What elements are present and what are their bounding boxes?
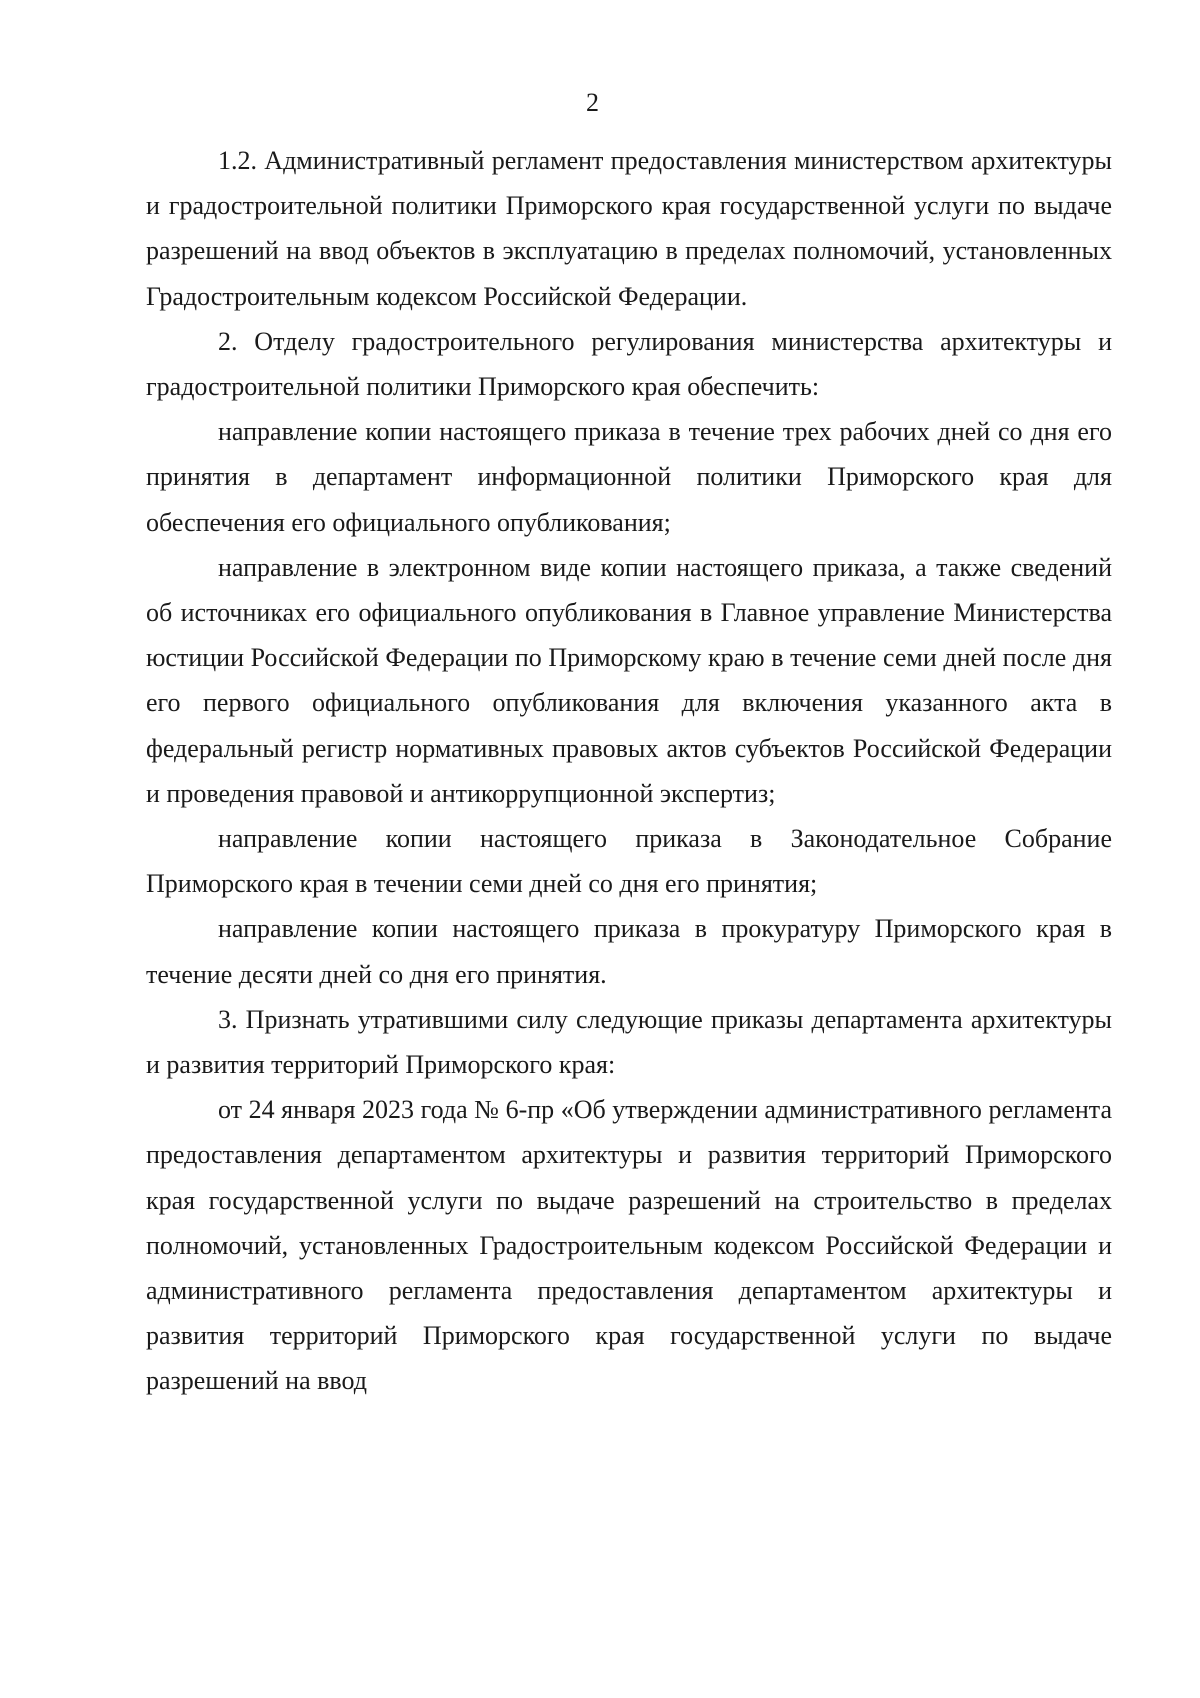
paragraph-2-department-duties: 2. Отделу градостроительного регулирования министерства архитектуры и градостроительной политики Приморского края обеспечить:: [146, 326, 1112, 402]
paragraph-3-repeal-orders: 3. Признать утратившими силу следующие приказы департамента архитектуры и развития территорий Приморского края:: [146, 1004, 1112, 1080]
page-number: 2: [586, 88, 599, 117]
paragraph-send-copy-prosecutor: направление копии настоящего приказа в прокуратуру Приморского края в течение десяти дней со дня его принятия.: [146, 914, 1112, 989]
paragraph-order-6-pr: от 24 января 2023 года № 6-пр «Об утверждении административного регламента предоставления департаментом архитектуры и развития территорий Приморского края государственной услуги по выдаче разрешений на строительство в пределах полномочий, установленных Градостроительным кодексом Российской Федерации и административного регламента предоставления департаментом архитектуры и развития территорий Приморского края государственной услуги по выдаче разрешений на ввод: [146, 1095, 1112, 1396]
paragraph-send-copy-legislative-assembly: направление копии настоящего приказа в Законодательное Собрание Приморского края в течении семи дней со дня его принятия;: [146, 824, 1112, 899]
paragraph-send-copy-justice-ministry: направление в электронном виде копии настоящего приказа, а также сведений об источниках его официального опубликования в Главное управление Министерства юстиции Российской Федерации по Приморскому краю в течение семи дней после дня его первого официального опубликования для включения указанного акта в федеральный регистр нормативных правовых актов субъектов Российской Федерации и проведения правовой и антикоррупционной экспертиз;: [146, 552, 1112, 808]
paragraph-send-copy-info-policy: направление копии настоящего приказа в течение трех рабочих дней со дня его принятия в департамент информационной политики Приморского края для обеспечения его официального опубликования;: [146, 417, 1112, 537]
paragraph-1-2-regulation: 1.2. Административный регламент предоставления министерством архитектуры и градостроительной политики Приморского края государственной услуги по выдаче разрешений на ввод объектов в эксплуатацию в пределах полномочий, установленных Градостроительным кодексом Российской Федерации.: [146, 146, 1112, 311]
document-body: [146, 138, 1112, 1404]
